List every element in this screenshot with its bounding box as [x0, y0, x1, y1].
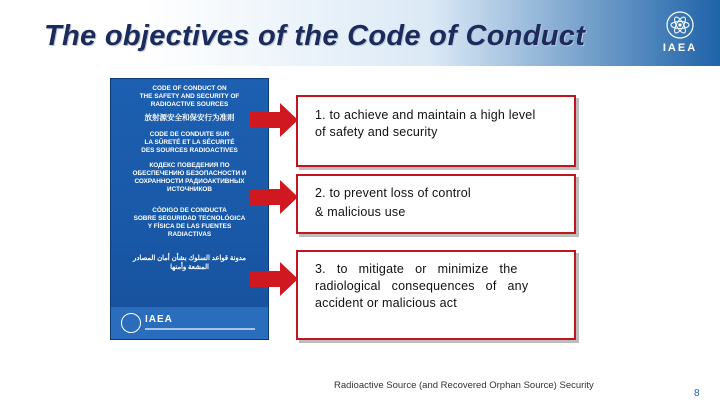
- cover-iaea-emblem-icon: [121, 313, 141, 333]
- cover-line: CODE DE CONDUITE SUR: [149, 131, 230, 138]
- cover-line: المشعة وأمنها: [170, 264, 209, 271]
- cover-line: CÓDIGO DE CONDUCTA: [152, 207, 227, 214]
- cover-line: RADIOACTIVE SOURCES: [150, 101, 229, 108]
- iaea-logo: [660, 10, 700, 60]
- cover-line: CODE OF CONDUCT ON: [152, 85, 227, 92]
- logo-text: IAEA: [662, 42, 698, 54]
- objective-2-line-1: 2. to prevent loss of control: [315, 186, 471, 200]
- cover-footer-rule: [145, 328, 255, 330]
- cover-line: СОХРАННОСТИ РАДИОАКТИВНЫХ: [134, 178, 245, 185]
- objective-box-2: [296, 174, 576, 234]
- cover-line: DES SOURCES RADIOACTIVES: [141, 147, 238, 154]
- footer-text: Radioactive Source (and Recovered Orphan Source) Security: [334, 380, 594, 391]
- objective-1-line-2: of safety and security: [315, 125, 438, 139]
- slide-title: The objectives of the Code of Conduct: [44, 20, 586, 52]
- objective-3-line-1: 3. to mitigate or minimize the: [315, 262, 518, 276]
- objective-box-3: [296, 250, 576, 340]
- atom-emblem-icon: [665, 10, 695, 40]
- objective-3-line-3: accident or malicious act: [315, 296, 457, 310]
- cover-line: ОБЕСПЕЧЕНИЮ БЕЗОПАСНОСТИ И: [132, 170, 247, 177]
- cover-line: ИСТОЧНИКОВ: [167, 186, 212, 193]
- objective-2-line-2: & malicious use: [315, 205, 406, 219]
- cover-footer: [111, 307, 268, 339]
- arrow-right-icon: [250, 103, 298, 137]
- cover-line: SOBRE SEGURIDAD TECNOLÓGICA: [133, 215, 246, 222]
- objective-1-line-1: 1. to achieve and maintain a high level: [315, 108, 536, 122]
- cover-line: Y FÍSICA DE LAS FUENTES: [147, 223, 232, 230]
- code-of-conduct-cover-image: [110, 78, 269, 340]
- cover-line: LA SÛRETÉ ET LA SÉCURITÉ: [144, 139, 235, 146]
- arrow-right-icon: [250, 262, 298, 296]
- objective-3-line-2: radiological consequences of any: [315, 279, 529, 293]
- cover-line: RADIACTIVAS: [167, 231, 212, 238]
- arrow-right-icon: [250, 180, 298, 214]
- page-number: 8: [694, 388, 700, 399]
- cover-footer-text: IAEA: [145, 314, 173, 325]
- cover-line: THE SAFETY AND SECURITY OF: [139, 93, 240, 100]
- cover-line: КОДЕКС ПОВЕДЕНИЯ ПО: [149, 162, 230, 169]
- cover-line: 放射源安全和保安行为准则: [144, 113, 235, 122]
- objective-box-1: [296, 95, 576, 167]
- cover-line: مدونة قواعد السلوك بشأن أمان المصادر: [133, 255, 246, 262]
